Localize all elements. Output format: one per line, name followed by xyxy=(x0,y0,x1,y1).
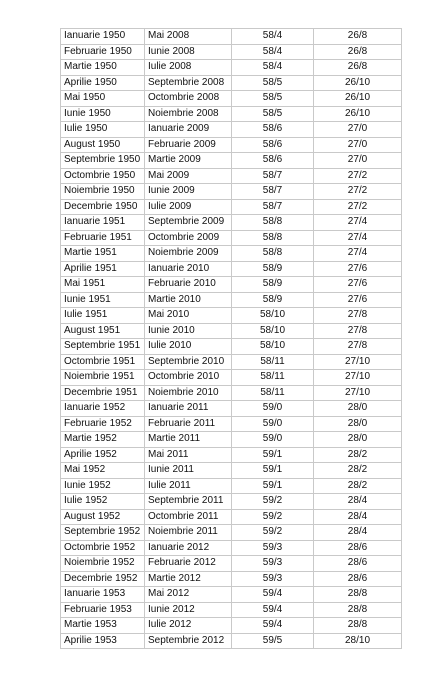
contribution-period-cell: 27/6 xyxy=(314,292,402,308)
table-row xyxy=(61,184,402,200)
birth-date-cell: Noiembrie 1951 xyxy=(61,370,145,386)
contribution-period-cell: 26/8 xyxy=(314,60,402,76)
standard-age-cell: 58/5 xyxy=(232,75,314,91)
retirement-date-cell: Ianuarie 2011 xyxy=(145,401,232,417)
retirement-date-cell: Martie 2011 xyxy=(145,432,232,448)
contribution-period-cell: 27/4 xyxy=(314,230,402,246)
contribution-period-cell: 27/0 xyxy=(314,137,402,153)
standard-age-cell: 58/8 xyxy=(232,246,314,262)
contribution-period-cell: 28/0 xyxy=(314,416,402,432)
contribution-period-cell: 28/0 xyxy=(314,432,402,448)
contribution-period-cell: 26/8 xyxy=(314,44,402,60)
standard-age-cell: 58/7 xyxy=(232,168,314,184)
contribution-period-cell: 27/6 xyxy=(314,261,402,277)
retirement-date-cell: Ianuarie 2009 xyxy=(145,122,232,138)
standard-age-cell: 59/0 xyxy=(232,416,314,432)
retirement-date-cell: Ianuarie 2012 xyxy=(145,540,232,556)
birth-date-cell: Februarie 1953 xyxy=(61,602,145,618)
standard-age-cell: 59/3 xyxy=(232,540,314,556)
standard-age-cell: 59/1 xyxy=(232,463,314,479)
retirement-date-cell: Februarie 2012 xyxy=(145,556,232,572)
birth-date-cell: Iulie 1951 xyxy=(61,308,145,324)
standard-age-cell: 59/1 xyxy=(232,478,314,494)
table-row xyxy=(61,556,402,572)
table-body xyxy=(61,29,402,649)
contribution-period-cell: 28/10 xyxy=(314,633,402,649)
retirement-date-cell: Septembrie 2009 xyxy=(145,215,232,231)
birth-date-cell: Iulie 1950 xyxy=(61,122,145,138)
retirement-date-cell: Septembrie 2012 xyxy=(145,633,232,649)
birth-date-cell: Aprilie 1952 xyxy=(61,447,145,463)
table-row xyxy=(61,385,402,401)
standard-age-cell: 59/2 xyxy=(232,494,314,510)
table-row xyxy=(61,168,402,184)
birth-date-cell: Mai 1950 xyxy=(61,91,145,107)
standard-age-cell: 58/11 xyxy=(232,370,314,386)
retirement-date-cell: Septembrie 2011 xyxy=(145,494,232,510)
table-row xyxy=(61,29,402,45)
table-row xyxy=(61,494,402,510)
table-row xyxy=(61,571,402,587)
table-row xyxy=(61,261,402,277)
standard-age-cell: 59/4 xyxy=(232,618,314,634)
table-row xyxy=(61,246,402,262)
contribution-period-cell: 28/8 xyxy=(314,618,402,634)
retirement-date-cell: Noiembrie 2011 xyxy=(145,525,232,541)
contribution-period-cell: 27/0 xyxy=(314,122,402,138)
standard-age-cell: 59/2 xyxy=(232,509,314,525)
table-row xyxy=(61,199,402,215)
contribution-period-cell: 27/2 xyxy=(314,184,402,200)
birth-date-cell: Iunie 1952 xyxy=(61,478,145,494)
retirement-date-cell: Iunie 2012 xyxy=(145,602,232,618)
birth-date-cell: Ianuarie 1952 xyxy=(61,401,145,417)
standard-age-cell: 59/4 xyxy=(232,602,314,618)
retirement-date-cell: Iulie 2010 xyxy=(145,339,232,355)
birth-date-cell: Noiembrie 1952 xyxy=(61,556,145,572)
table-row xyxy=(61,618,402,634)
contribution-period-cell: 28/4 xyxy=(314,525,402,541)
retirement-date-cell: Iunie 2010 xyxy=(145,323,232,339)
contribution-period-cell: 28/2 xyxy=(314,463,402,479)
birth-date-cell: Iunie 1951 xyxy=(61,292,145,308)
standard-age-cell: 58/8 xyxy=(232,215,314,231)
retirement-date-cell: Februarie 2009 xyxy=(145,137,232,153)
birth-date-cell: Octombrie 1952 xyxy=(61,540,145,556)
birth-date-cell: Iulie 1952 xyxy=(61,494,145,510)
standard-age-cell: 59/5 xyxy=(232,633,314,649)
standard-age-cell: 59/3 xyxy=(232,556,314,572)
retirement-date-cell: Mai 2008 xyxy=(145,29,232,45)
table-row xyxy=(61,633,402,649)
contribution-period-cell: 27/8 xyxy=(314,339,402,355)
contribution-period-cell: 28/8 xyxy=(314,587,402,603)
birth-date-cell: Ianuarie 1953 xyxy=(61,587,145,603)
birth-date-cell: Aprilie 1953 xyxy=(61,633,145,649)
data-table xyxy=(60,28,402,649)
table-row xyxy=(61,308,402,324)
retirement-date-cell: Iulie 2011 xyxy=(145,478,232,494)
retirement-date-cell: Noiembrie 2009 xyxy=(145,246,232,262)
birth-date-cell: Februarie 1952 xyxy=(61,416,145,432)
contribution-period-cell: 28/2 xyxy=(314,478,402,494)
retirement-date-cell: Noiembrie 2008 xyxy=(145,106,232,122)
retirement-date-cell: Mai 2011 xyxy=(145,447,232,463)
contribution-period-cell: 28/8 xyxy=(314,602,402,618)
birth-date-cell: Noiembrie 1950 xyxy=(61,184,145,200)
standard-age-cell: 58/4 xyxy=(232,44,314,60)
contribution-period-cell: 27/4 xyxy=(314,215,402,231)
standard-age-cell: 59/3 xyxy=(232,571,314,587)
retirement-date-cell: Noiembrie 2010 xyxy=(145,385,232,401)
birth-date-cell: Februarie 1950 xyxy=(61,44,145,60)
table-row xyxy=(61,416,402,432)
table-row xyxy=(61,277,402,293)
table-row xyxy=(61,432,402,448)
birth-date-cell: Mai 1952 xyxy=(61,463,145,479)
table-row xyxy=(61,215,402,231)
contribution-period-cell: 28/4 xyxy=(314,509,402,525)
standard-age-cell: 58/10 xyxy=(232,308,314,324)
birth-date-cell: Martie 1950 xyxy=(61,60,145,76)
birth-date-cell: Octombrie 1950 xyxy=(61,168,145,184)
birth-date-cell: Octombrie 1951 xyxy=(61,354,145,370)
table-row xyxy=(61,153,402,169)
standard-age-cell: 59/0 xyxy=(232,432,314,448)
retirement-date-cell: Octombrie 2011 xyxy=(145,509,232,525)
table-row xyxy=(61,60,402,76)
standard-age-cell: 58/9 xyxy=(232,261,314,277)
retirement-date-cell: Mai 2012 xyxy=(145,587,232,603)
standard-age-cell: 59/0 xyxy=(232,401,314,417)
standard-age-cell: 58/9 xyxy=(232,277,314,293)
birth-date-cell: Decembrie 1951 xyxy=(61,385,145,401)
table-row xyxy=(61,354,402,370)
table-row xyxy=(61,339,402,355)
standard-age-cell: 58/4 xyxy=(232,60,314,76)
contribution-period-cell: 28/0 xyxy=(314,401,402,417)
contribution-period-cell: 26/10 xyxy=(314,106,402,122)
table-row xyxy=(61,587,402,603)
retirement-date-cell: Martie 2010 xyxy=(145,292,232,308)
retirement-date-cell: Februarie 2011 xyxy=(145,416,232,432)
retirement-date-cell: Octombrie 2009 xyxy=(145,230,232,246)
standard-age-cell: 58/9 xyxy=(232,292,314,308)
table-row xyxy=(61,91,402,107)
table-row xyxy=(61,230,402,246)
contribution-period-cell: 27/2 xyxy=(314,199,402,215)
standard-age-cell: 59/1 xyxy=(232,447,314,463)
table-row xyxy=(61,447,402,463)
birth-date-cell: Aprilie 1951 xyxy=(61,261,145,277)
table-row xyxy=(61,602,402,618)
birth-date-cell: August 1950 xyxy=(61,137,145,153)
birth-date-cell: Mai 1951 xyxy=(61,277,145,293)
standard-age-cell: 58/5 xyxy=(232,106,314,122)
birth-date-cell: Decembrie 1950 xyxy=(61,199,145,215)
retirement-date-cell: Februarie 2010 xyxy=(145,277,232,293)
contribution-period-cell: 27/8 xyxy=(314,323,402,339)
retirement-date-cell: Ianuarie 2010 xyxy=(145,261,232,277)
contribution-period-cell: 27/10 xyxy=(314,354,402,370)
retirement-date-cell: Iunie 2008 xyxy=(145,44,232,60)
table-row xyxy=(61,323,402,339)
table-row xyxy=(61,401,402,417)
retirement-date-cell: Septembrie 2008 xyxy=(145,75,232,91)
birth-date-cell: Septembrie 1952 xyxy=(61,525,145,541)
retirement-date-cell: Mai 2010 xyxy=(145,308,232,324)
table-row xyxy=(61,75,402,91)
retirement-date-cell: Iulie 2009 xyxy=(145,199,232,215)
table-row xyxy=(61,463,402,479)
standard-age-cell: 58/6 xyxy=(232,137,314,153)
table-row xyxy=(61,292,402,308)
contribution-period-cell: 27/10 xyxy=(314,370,402,386)
contribution-period-cell: 26/10 xyxy=(314,91,402,107)
standard-age-cell: 58/6 xyxy=(232,153,314,169)
birth-date-cell: Septembrie 1950 xyxy=(61,153,145,169)
retirement-date-cell: Septembrie 2010 xyxy=(145,354,232,370)
standard-age-cell: 58/5 xyxy=(232,91,314,107)
table-row xyxy=(61,525,402,541)
contribution-period-cell: 27/4 xyxy=(314,246,402,262)
standard-age-cell: 58/6 xyxy=(232,122,314,138)
retirement-date-cell: Mai 2009 xyxy=(145,168,232,184)
contribution-period-cell: 28/6 xyxy=(314,540,402,556)
standard-age-cell: 58/11 xyxy=(232,354,314,370)
standard-age-cell: 58/10 xyxy=(232,339,314,355)
contribution-period-cell: 27/8 xyxy=(314,308,402,324)
table-row xyxy=(61,509,402,525)
contribution-period-cell: 27/10 xyxy=(314,385,402,401)
standard-age-cell: 58/7 xyxy=(232,199,314,215)
retirement-date-cell: Martie 2009 xyxy=(145,153,232,169)
birth-date-cell: Ianuarie 1951 xyxy=(61,215,145,231)
table-row xyxy=(61,122,402,138)
standard-age-cell: 58/11 xyxy=(232,385,314,401)
contribution-period-cell: 28/2 xyxy=(314,447,402,463)
contribution-period-cell: 27/6 xyxy=(314,277,402,293)
table-row xyxy=(61,478,402,494)
table-row xyxy=(61,106,402,122)
birth-date-cell: Decembrie 1952 xyxy=(61,571,145,587)
standard-age-cell: 58/4 xyxy=(232,29,314,45)
standard-age-cell: 58/8 xyxy=(232,230,314,246)
table-row xyxy=(61,44,402,60)
contribution-period-cell: 27/0 xyxy=(314,153,402,169)
standard-age-cell: 58/10 xyxy=(232,323,314,339)
contribution-period-cell: 27/2 xyxy=(314,168,402,184)
contribution-period-cell: 28/4 xyxy=(314,494,402,510)
birth-date-cell: Martie 1951 xyxy=(61,246,145,262)
retirement-date-cell: Iunie 2009 xyxy=(145,184,232,200)
table-row xyxy=(61,137,402,153)
contribution-period-cell: 28/6 xyxy=(314,556,402,572)
birth-date-cell: Ianuarie 1950 xyxy=(61,29,145,45)
retirement-date-cell: Iunie 2011 xyxy=(145,463,232,479)
birth-date-cell: August 1952 xyxy=(61,509,145,525)
table-row xyxy=(61,540,402,556)
standard-age-cell: 59/4 xyxy=(232,587,314,603)
contribution-period-cell: 26/8 xyxy=(314,29,402,45)
retirement-date-cell: Octombrie 2008 xyxy=(145,91,232,107)
standard-age-cell: 58/7 xyxy=(232,184,314,200)
standard-age-cell: 59/2 xyxy=(232,525,314,541)
birth-date-cell: Iunie 1950 xyxy=(61,106,145,122)
retirement-date-cell: Martie 2012 xyxy=(145,571,232,587)
birth-date-cell: Septembrie 1951 xyxy=(61,339,145,355)
retirement-date-cell: Octombrie 2010 xyxy=(145,370,232,386)
birth-date-cell: August 1951 xyxy=(61,323,145,339)
table-row xyxy=(61,370,402,386)
retirement-date-cell: Iulie 2008 xyxy=(145,60,232,76)
birth-date-cell: Februarie 1951 xyxy=(61,230,145,246)
birth-date-cell: Aprilie 1950 xyxy=(61,75,145,91)
retirement-date-cell: Iulie 2012 xyxy=(145,618,232,634)
birth-date-cell: Martie 1952 xyxy=(61,432,145,448)
contribution-period-cell: 26/10 xyxy=(314,75,402,91)
contribution-period-cell: 28/6 xyxy=(314,571,402,587)
birth-date-cell: Martie 1953 xyxy=(61,618,145,634)
